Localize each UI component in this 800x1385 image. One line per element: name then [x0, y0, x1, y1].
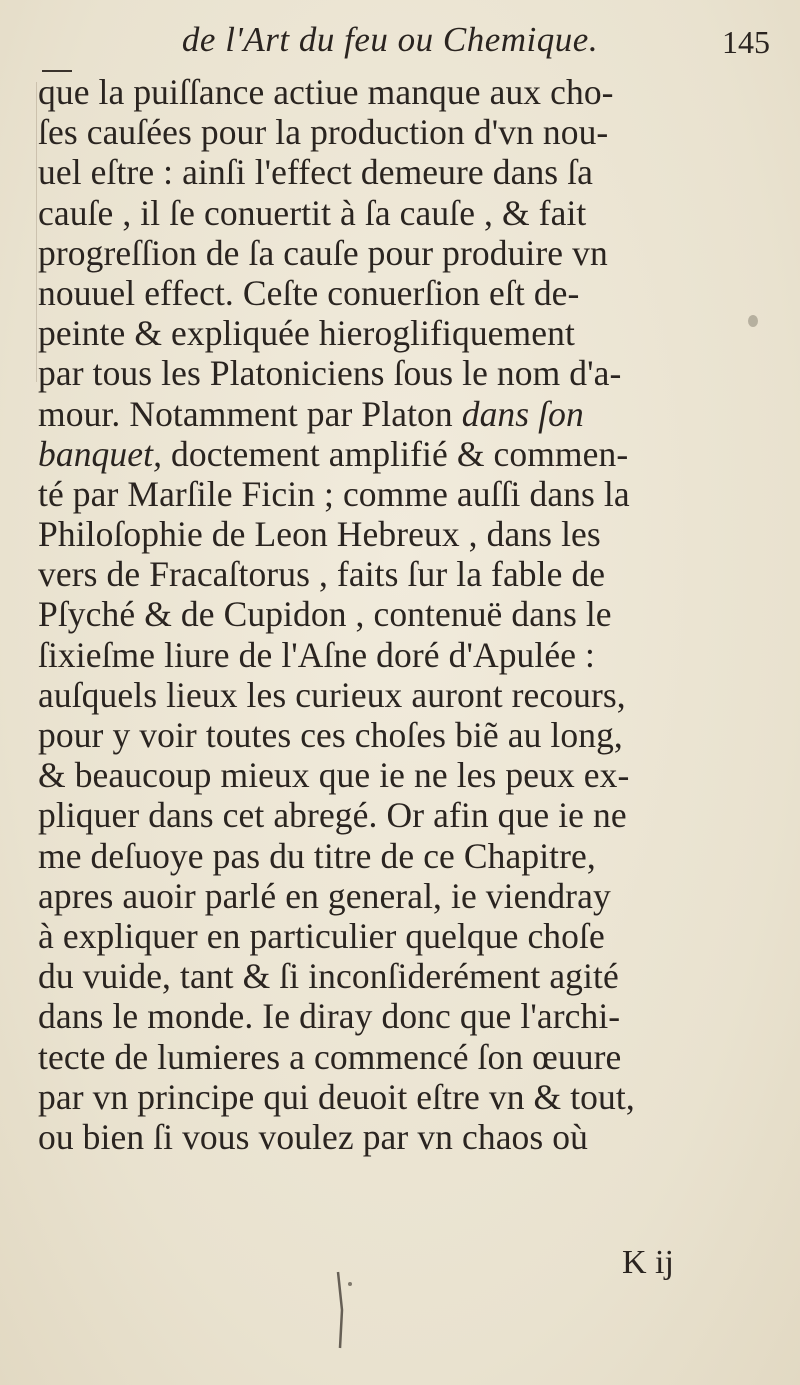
text-line: Philoſophie de Leon Hebreux , dans les	[38, 514, 601, 555]
page-number: 145	[722, 24, 770, 60]
text-line: cauſe , il ſe conuertit à ſa cauſe , & fait	[38, 192, 587, 233]
body-text	[38, 72, 774, 1157]
text-line: té par Marſile Ficin ; comme auſſi dans la	[38, 473, 630, 514]
text-line: me deſuoye pas du titre de ce Chapitre,	[38, 835, 596, 876]
text-line: tecte de lumieres a commencé ſon œuure	[38, 1036, 622, 1077]
page-header	[40, 18, 780, 68]
text-line: uel eſtre : ainſi l'effect demeure dans ſa	[38, 152, 594, 193]
text-line: pliquer dans cet abregé. Or afin que ie ne	[38, 795, 627, 836]
text-line: & beaucoup mieux que ie ne les peux ex-	[38, 755, 630, 796]
running-title: de l'Art du feu ou Chemique.	[181, 20, 599, 59]
text-line: apres auoir parlé en general, ie viendray	[38, 875, 611, 916]
text-line: dans le monde. Ie diray donc que l'archi-	[38, 996, 621, 1037]
text-line: par tous les Platoniciens ſous le nom d'a-	[38, 353, 622, 394]
margin-shadow	[36, 82, 37, 382]
text-line: nouuel effect. Ceſte conuerſion eſt de-	[38, 272, 580, 313]
italic-fragment: banquet,	[38, 433, 163, 474]
text-line: par vn principe qui deuoit eſtre vn & tout,	[38, 1076, 635, 1117]
text-line: peinte & expliquée hieroglifiquement	[38, 313, 575, 354]
text-line: ſixieſme liure de l'Aſne doré d'Apulée :	[38, 634, 596, 675]
text-fragment: doctement amplifié & commen-	[162, 433, 629, 474]
text-line: vers de Fracaſtorus , faits ſur la fable de	[38, 554, 606, 595]
text-line: Pſyché & de Cupidon , contenuë dans le	[38, 594, 612, 635]
text-line: du vuide, tant & ſi inconſiderément agité	[38, 956, 619, 997]
signature-mark: K ij	[622, 1244, 674, 1281]
text-line: auſquels lieux les curieux auront recours,	[38, 674, 626, 715]
text-line: pour y voir toutes ces choſes biẽ au long,	[38, 715, 623, 755]
italic-fragment: dans ſon	[461, 393, 584, 434]
text-line: à expliquer en particulier quelque choſe	[38, 915, 605, 956]
text-line	[38, 434, 774, 474]
text-line: que la puiſſance actiue manque aux cho-	[38, 72, 614, 112]
text-line: progreſſion de ſa cauſe pour produire vn	[38, 232, 608, 273]
text-line: ſes cauſées pour la production d'vn nou-	[38, 112, 609, 153]
text-fragment: mour. Notamment par Platon	[38, 393, 453, 434]
ink-smudge	[330, 1270, 360, 1350]
text-line: ou bien ſi vous voulez par vn chaos où	[38, 1116, 588, 1157]
text-line	[38, 394, 774, 434]
